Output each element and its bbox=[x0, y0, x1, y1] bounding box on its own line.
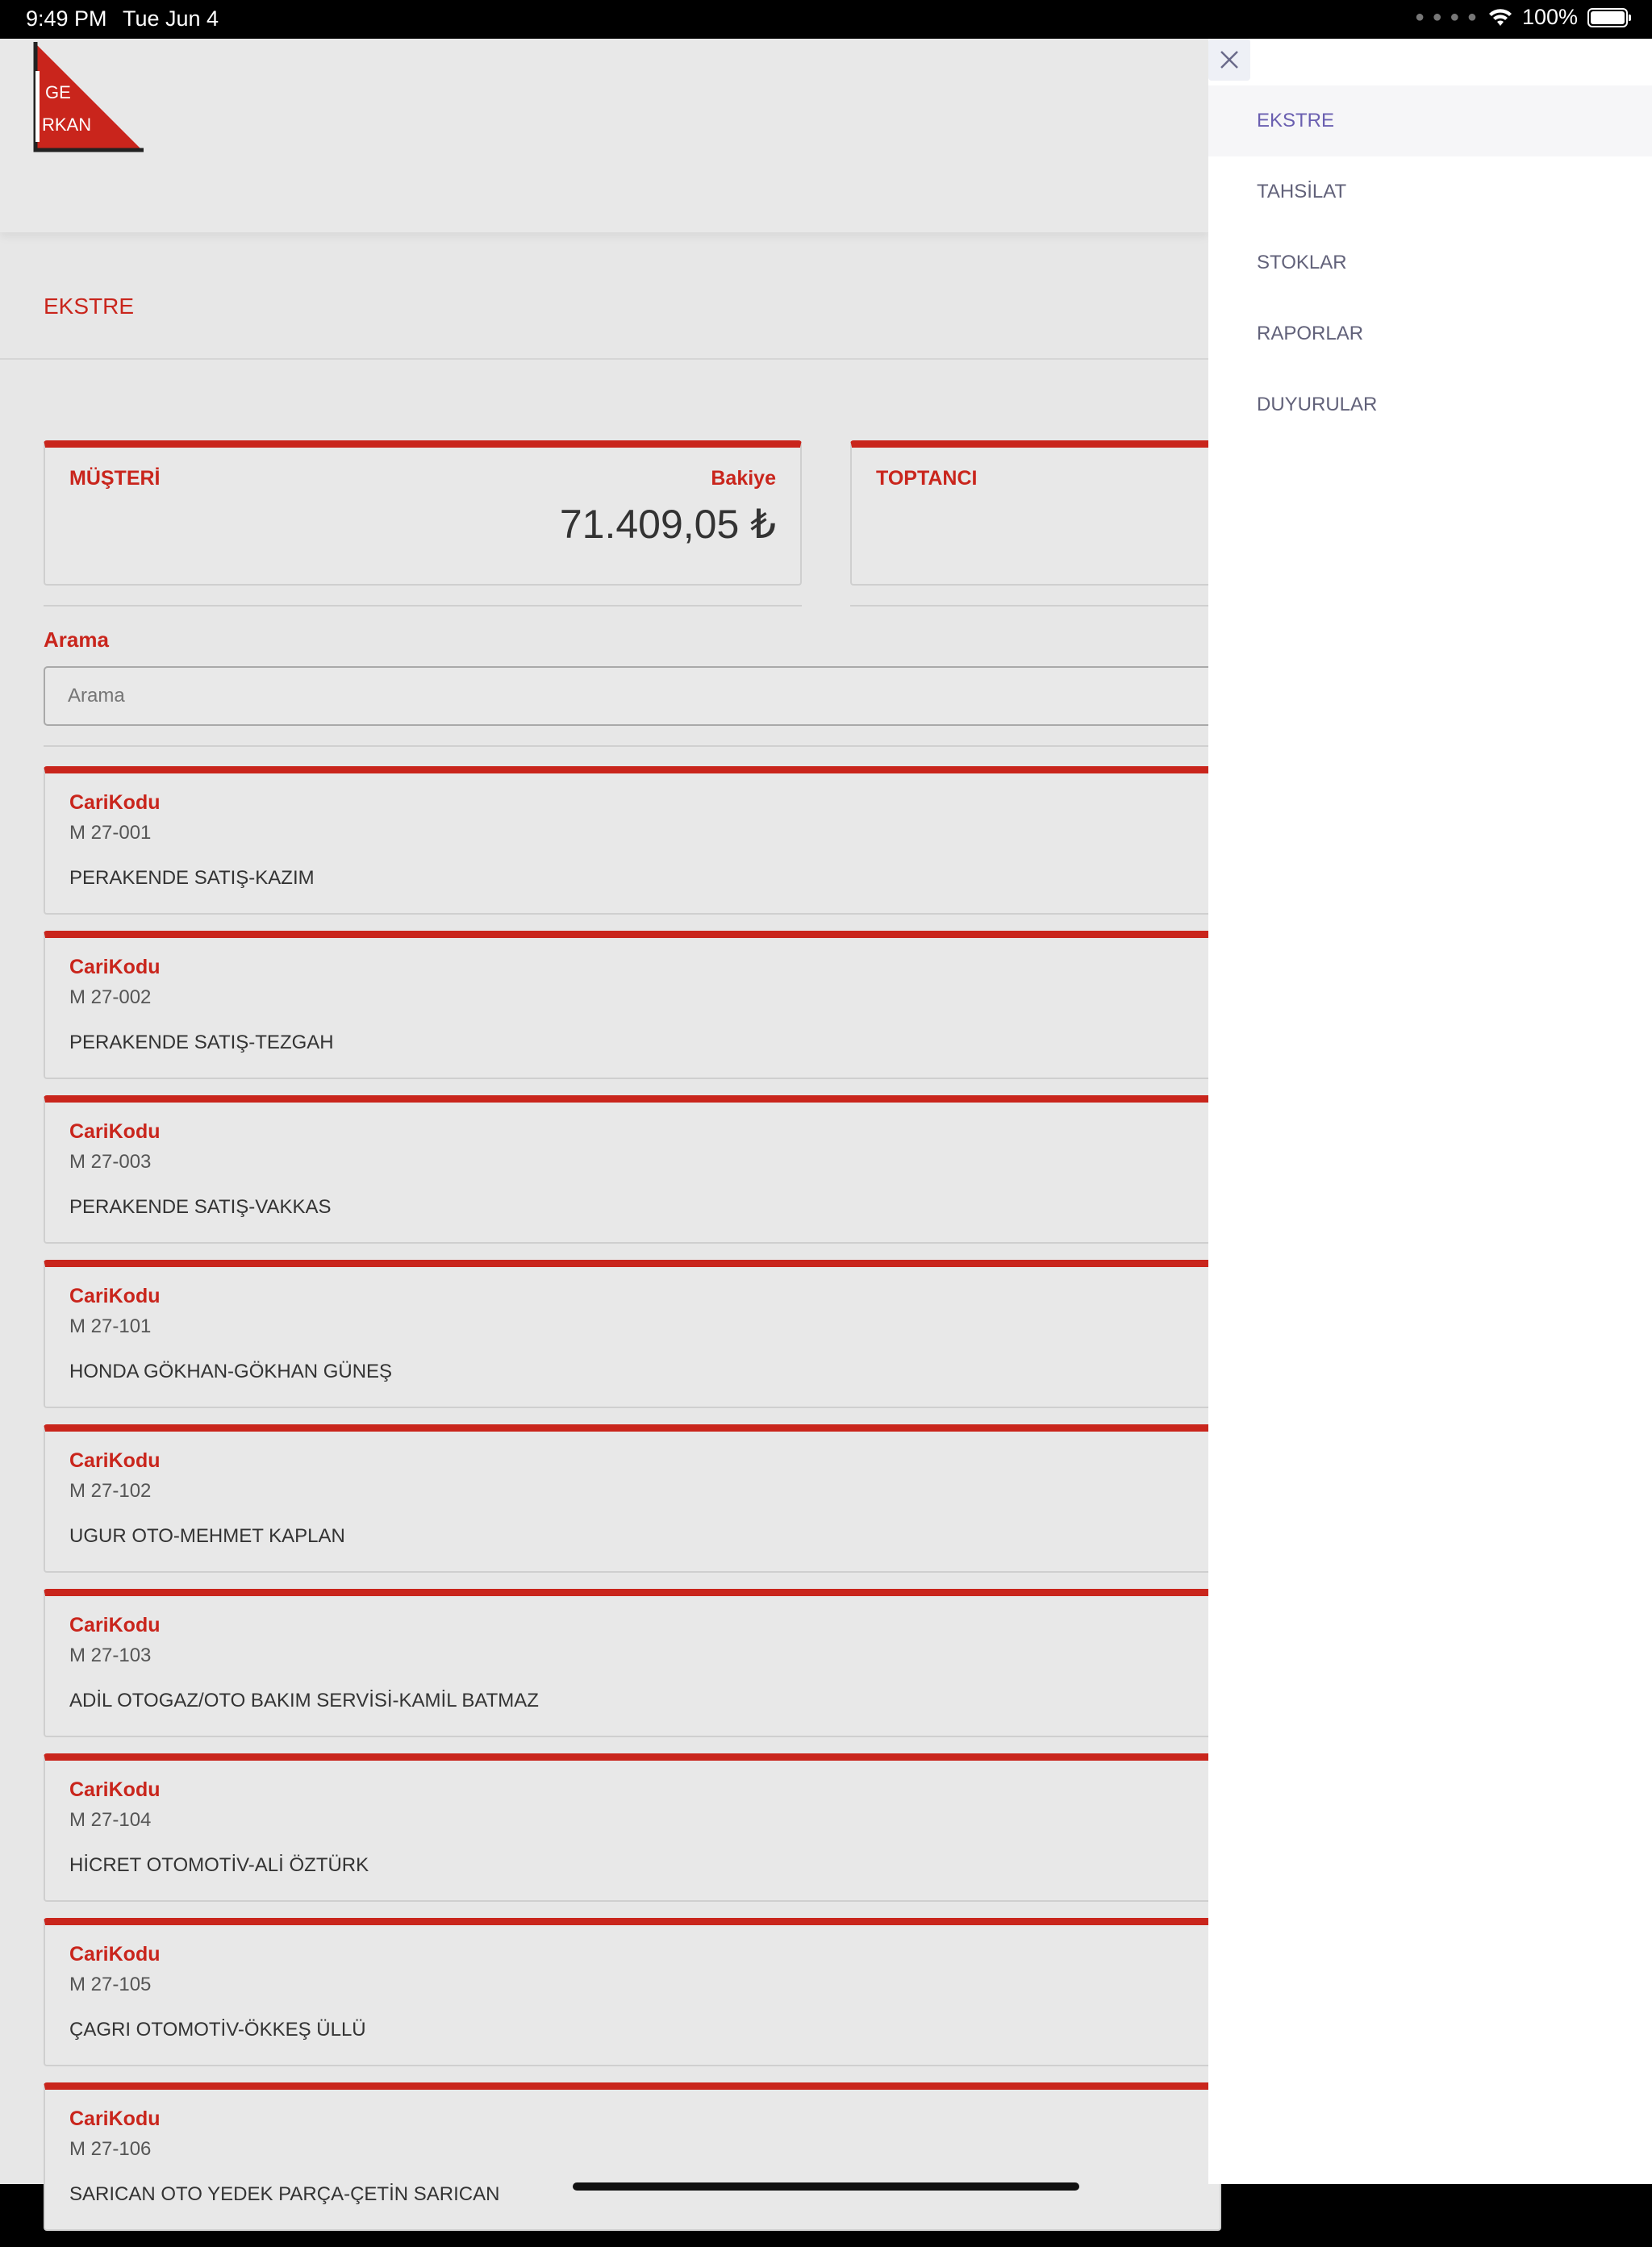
search-divider bbox=[44, 745, 1208, 747]
balance-label: Bakiye bbox=[711, 467, 776, 490]
account-card[interactable] bbox=[44, 1424, 1221, 1573]
drawer-item-ekstre[interactable]: EKSTRE bbox=[1208, 85, 1652, 156]
status-bar bbox=[0, 0, 1652, 39]
customer-summary-card[interactable] bbox=[44, 440, 802, 586]
logo-text-bottom: RKAN bbox=[42, 115, 92, 135]
app-header bbox=[0, 39, 1208, 232]
account-card[interactable] bbox=[44, 1753, 1221, 1902]
search-input[interactable] bbox=[44, 666, 1221, 726]
drawer-item-raporlar[interactable]: RAPORLAR bbox=[1257, 323, 1364, 344]
account-name: PERAKENDE SATIŞ-VAKKAS bbox=[69, 1196, 332, 1218]
logo-text-top: GE bbox=[45, 82, 71, 102]
customer-label: MÜŞTERİ bbox=[69, 467, 161, 490]
account-card[interactable] bbox=[44, 1260, 1221, 1408]
account-name: PERAKENDE SATIŞ-KAZIM bbox=[69, 867, 315, 889]
account-code: M 27-105 bbox=[69, 1974, 152, 1995]
account-name: SARICAN OTO YEDEK PARÇA-ÇETİN SARICAN bbox=[69, 2183, 500, 2205]
account-code-label: CariKodu bbox=[69, 1943, 161, 1966]
search-label: Arama bbox=[44, 627, 109, 652]
supplier-summary-card[interactable] bbox=[850, 440, 1254, 586]
customer-card-underline bbox=[44, 605, 802, 607]
side-drawer bbox=[1208, 39, 1652, 2184]
account-card[interactable] bbox=[44, 931, 1221, 1079]
account-code: M 27-101 bbox=[69, 1315, 152, 1337]
drawer-item-stoklar[interactable]: STOKLAR bbox=[1257, 252, 1347, 273]
close-icon bbox=[1219, 49, 1240, 70]
status-time: 9:49 PM bbox=[26, 6, 107, 31]
account-code: M 27-102 bbox=[69, 1480, 152, 1502]
page-title: EKSTRE bbox=[44, 294, 135, 319]
account-card[interactable] bbox=[44, 1918, 1221, 2066]
account-code: M 27-001 bbox=[69, 822, 152, 844]
balance-value: 71.409,05 ₺ bbox=[559, 502, 776, 547]
drawer-item-tahsi-lat[interactable]: TAHSİLAT bbox=[1257, 181, 1347, 202]
supplier-card-underline bbox=[850, 605, 1208, 607]
account-code-label: CariKodu bbox=[69, 1285, 161, 1307]
account-code: M 27-104 bbox=[69, 1809, 152, 1831]
account-name: HİCRET OTOMOTİV-ALİ ÖZTÜRK bbox=[69, 1854, 369, 1876]
account-card[interactable] bbox=[44, 2082, 1221, 2231]
content-area bbox=[0, 261, 1208, 2205]
account-card[interactable] bbox=[44, 1589, 1221, 1737]
status-date: Tue Jun 4 bbox=[123, 6, 219, 31]
brand-logo[interactable] bbox=[31, 39, 147, 153]
account-code: M 27-103 bbox=[69, 1645, 152, 1666]
cellular-dots-icon: ● ● ● ● bbox=[1414, 8, 1479, 26]
wifi-icon bbox=[1488, 8, 1512, 27]
battery-percent: 100% bbox=[1521, 5, 1578, 29]
account-code-label: CariKodu bbox=[69, 1778, 161, 1801]
title-divider bbox=[0, 358, 1208, 360]
battery-icon bbox=[1587, 8, 1628, 27]
account-code: M 27-002 bbox=[69, 986, 152, 1008]
account-name: ÇAGRI OTOMOTİV-ÖKKEŞ ÜLLÜ bbox=[69, 2019, 366, 2041]
account-code-label: CariKodu bbox=[69, 791, 161, 814]
account-code-label: CariKodu bbox=[69, 2107, 161, 2130]
drawer-menu bbox=[1208, 85, 1652, 440]
account-card[interactable] bbox=[44, 1095, 1221, 1244]
account-code: M 27-106 bbox=[69, 2138, 152, 2160]
account-code-label: CariKodu bbox=[69, 1120, 161, 1143]
account-code: M 27-003 bbox=[69, 1151, 152, 1173]
drawer-item-duyurular[interactable]: DUYURULAR bbox=[1257, 394, 1378, 415]
account-code-label: CariKodu bbox=[69, 1449, 161, 1472]
account-card[interactable] bbox=[44, 766, 1221, 915]
account-list bbox=[44, 766, 1221, 2247]
home-indicator[interactable] bbox=[573, 2182, 1079, 2191]
drawer-close-button[interactable] bbox=[1208, 39, 1250, 81]
account-name: HONDA GÖKHAN-GÖKHAN GÜNEŞ bbox=[69, 1361, 393, 1382]
account-name: ADİL OTOGAZ/OTO BAKIM SERVİSİ-KAMİL BATMAZ bbox=[69, 1690, 539, 1711]
account-name: UGUR OTO-MEHMET KAPLAN bbox=[69, 1525, 345, 1547]
account-code-label: CariKodu bbox=[69, 956, 161, 978]
account-name: PERAKENDE SATIŞ-TEZGAH bbox=[69, 1032, 334, 1053]
status-indicators bbox=[1415, 5, 1628, 30]
account-code-label: CariKodu bbox=[69, 1614, 161, 1636]
supplier-label: TOPTANCI bbox=[876, 467, 978, 490]
